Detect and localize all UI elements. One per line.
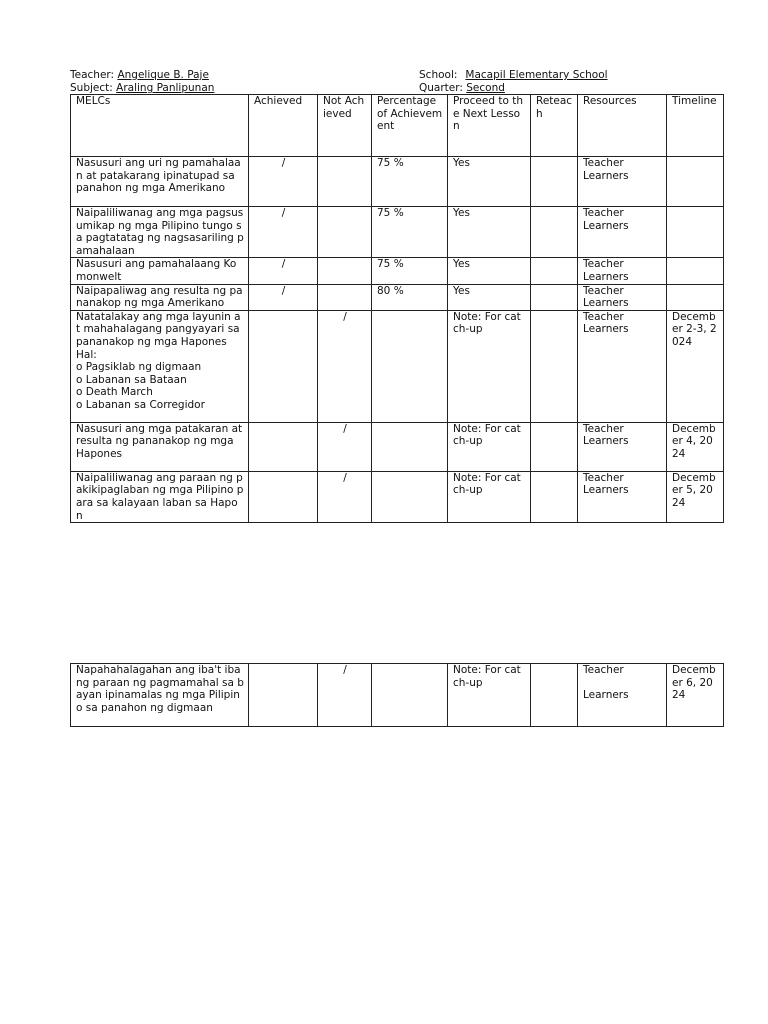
achieved-cell	[249, 422, 318, 471]
resources-cell: Teacher Learners	[578, 258, 667, 284]
table-row	[71, 157, 724, 207]
proceed-cell: Note: For catch-up	[448, 664, 531, 727]
quarter-label: Quarter:	[419, 82, 463, 94]
subject-name: Araling Panlipunan	[116, 82, 215, 94]
melc-table	[70, 94, 724, 523]
timeline-cell	[667, 207, 724, 258]
timeline-cell: December 4, 2024	[667, 422, 724, 471]
reteach-cell	[531, 310, 578, 422]
resources-cell: Teacher Learners	[578, 471, 667, 522]
percentage-cell: 75 %	[372, 258, 448, 284]
achieved-cell	[249, 664, 318, 727]
achieved-cell: /	[249, 207, 318, 258]
percentage-cell	[372, 310, 448, 422]
proceed-cell: Yes	[448, 284, 531, 310]
resources-cell: Teacher Learners	[578, 664, 667, 727]
achieved-cell: /	[249, 157, 318, 207]
col-header-timeline: Timeline	[667, 95, 724, 157]
not-achieved-cell: /	[318, 310, 372, 422]
proceed-cell: Note: For catch-up	[448, 310, 531, 422]
reteach-cell	[531, 664, 578, 727]
reteach-cell	[531, 471, 578, 522]
col-header-melcs: MELCs	[71, 95, 249, 157]
table-row	[71, 310, 724, 422]
col-header-reteach: Reteach	[531, 95, 578, 157]
resources-cell: Teacher Learners	[578, 207, 667, 258]
subject-label: Subject:	[70, 82, 113, 94]
resources-cell: Teacher Learners	[578, 310, 667, 422]
melc-cell: Napahahalagahan ang iba't ibang paraan ng pagmamahal sa bayan ipinamalas ng mga Pilipino sa panahon ng digmaan	[71, 664, 249, 727]
teacher-name: Angelique B. Paje	[117, 69, 209, 81]
teacher-label: Teacher:	[70, 69, 115, 81]
percentage-cell: 75 %	[372, 207, 448, 258]
proceed-cell: Note: For catch-up	[448, 471, 531, 522]
timeline-cell	[667, 258, 724, 284]
timeline-cell: December 5, 2024	[667, 471, 724, 522]
melc-cell: Nasusuri ang uri ng pamahalaan at patakarang ipinatupad sa panahon ng mga Amerikano	[71, 157, 249, 207]
proceed-cell: Note: For catch-up	[448, 422, 531, 471]
col-header-achieved: Achieved	[249, 95, 318, 157]
school-label: School:	[419, 69, 458, 81]
table-row	[71, 207, 724, 258]
not-achieved-cell: /	[318, 664, 372, 727]
achieved-cell	[249, 471, 318, 522]
reteach-cell	[531, 157, 578, 207]
melc-cell: Nasusuri ang pamahalaang Komonwelt	[71, 258, 249, 284]
col-header-resources: Resources	[578, 95, 667, 157]
timeline-cell	[667, 157, 724, 207]
header-row	[71, 95, 724, 157]
percentage-cell	[372, 664, 448, 727]
not-achieved-cell	[318, 284, 372, 310]
resources-cell: Teacher Learners	[578, 157, 667, 207]
melc-cell: Natatalakay ang mga layunin at mahahalagang pangyayari sa pananakop ng mga Hapones Hal: o Pagsiklab ng digmaan o Labanan sa Bataan o Death March o Labanan sa Corregidor	[71, 310, 249, 422]
timeline-cell	[667, 284, 724, 310]
timeline-cell: December 2-3, 2024	[667, 310, 724, 422]
not-achieved-cell	[318, 207, 372, 258]
school-line	[419, 69, 608, 82]
not-achieved-cell: /	[318, 422, 372, 471]
percentage-cell	[372, 471, 448, 522]
col-header-proceed: Proceed to the Next Lesson	[448, 95, 531, 157]
reteach-cell	[531, 258, 578, 284]
percentage-cell: 75 %	[372, 157, 448, 207]
resources-cell: Teacher Learners	[578, 422, 667, 471]
teacher-line	[70, 69, 209, 82]
quarter-name: Second	[466, 82, 505, 94]
col-header-percentage: Percentage of Achievement	[372, 95, 448, 157]
table-row	[71, 258, 724, 284]
melc-table-continued	[70, 663, 724, 727]
table-row	[71, 471, 724, 522]
col-header-not-achieved: Not Achieved	[318, 95, 372, 157]
not-achieved-cell	[318, 258, 372, 284]
percentage-cell	[372, 422, 448, 471]
table-row	[71, 284, 724, 310]
table-row	[71, 422, 724, 471]
not-achieved-cell: /	[318, 471, 372, 522]
reteach-cell	[531, 284, 578, 310]
resources-cell: Teacher Learners	[578, 284, 667, 310]
school-name: Macapil Elementary School	[465, 69, 608, 81]
proceed-cell: Yes	[448, 258, 531, 284]
percentage-cell: 80 %	[372, 284, 448, 310]
melc-cell: Nasusuri ang mga patakaran at resulta ng pananakop ng mga Hapones	[71, 422, 249, 471]
melc-cell: Naipapaliwag ang resulta ng pananakop ng mga Amerikano	[71, 284, 249, 310]
achieved-cell	[249, 310, 318, 422]
proceed-cell: Yes	[448, 157, 531, 207]
table-row	[71, 664, 724, 727]
reteach-cell	[531, 422, 578, 471]
reteach-cell	[531, 207, 578, 258]
timeline-cell: December 6, 2024	[667, 664, 724, 727]
achieved-cell: /	[249, 284, 318, 310]
melc-cell: Naipaliliwanag ang paraan ng pakikipaglaban ng mga Pilipino para sa kalayaan laban sa Hapon	[71, 471, 249, 522]
not-achieved-cell	[318, 157, 372, 207]
proceed-cell: Yes	[448, 207, 531, 258]
achieved-cell: /	[249, 258, 318, 284]
melc-cell: Naipaliliwanag ang mga pagsusumikap ng mga Pilipino tungo sa pagtatatag ng nagsasariling pamahalaan	[71, 207, 249, 258]
